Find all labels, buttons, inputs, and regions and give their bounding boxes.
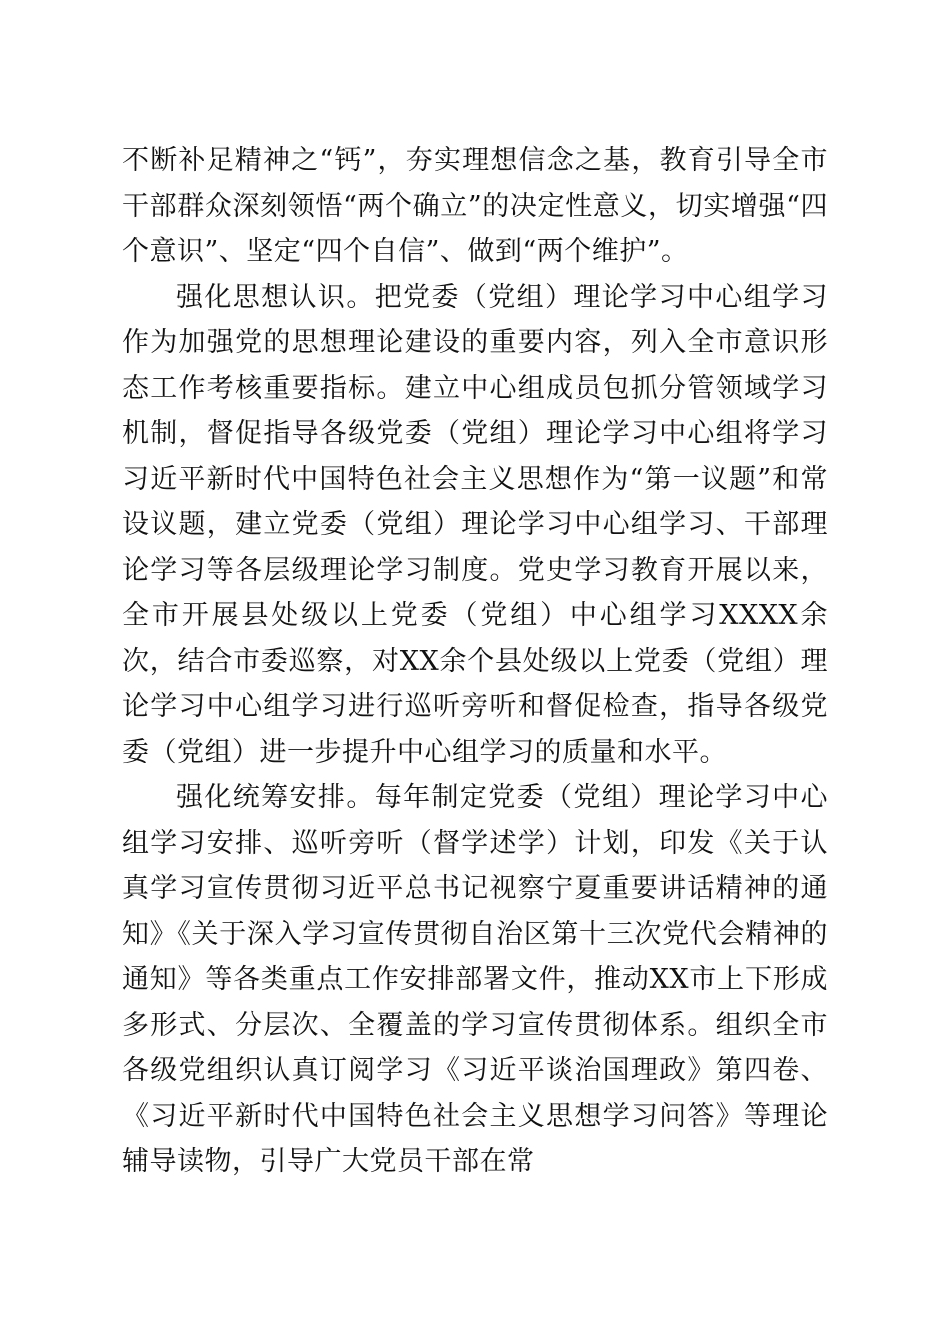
paragraph-strengthen-thinking: 强化思想认识。把党委（党组）理论学习中心组学习作为加强党的思想理论建设的重要内容，列入全市意识形态工作考核重要指标。建立中心组成员包抓分管领域学习机制，督促指导各级党委（党组）理论学习中心组将学习习近平新时代中国特色社会主义思想作为“第一议题”和常设议题，建立党委（党组）理论学习中心组学习、干部理论学习等各层级理论学习制度。党史学习教育开展以来，全市开展县处级以上党委（党组）中心组学习XXXX余次，结合市委巡察，对XX余个县处级以上党委（党组）理论学习中心组学习进行巡听旁听和督促检查，指导各级党委（党组）进一步提升中心组学习的质量和水平。 [122,281,828,768]
document-body [122,138,828,1185]
paragraph-continuation: 不断补足精神之“钙”，夯实理想信念之基，教育引导全市干部群众深刻领悟“两个确立”的决定性意义，切实增强“四个意识”、坚定“四个自信”、做到“两个维护”。 [122,145,828,267]
paragraph-strengthen-planning: 强化统筹安排。每年制定党委（党组）理论学习中心组学习安排、巡听旁听（督学述学）计划，印发《关于认真学习宣传贯彻习近平总书记视察宁夏重要讲话精神的通知》《关于深入学习宣传贯彻自治区第十三次党代会精神的通知》等各类重点工作安排部署文件，推动XX市上下形成多形式、分层次、全覆盖的学习宣传贯彻体系。组织全市各级党组织认真订阅学习《习近平谈治国理政》第四卷、《习近平新时代中国特色社会主义思想学习问答》等理论辅导读物，引导广大党员干部在常 [122,782,828,1177]
